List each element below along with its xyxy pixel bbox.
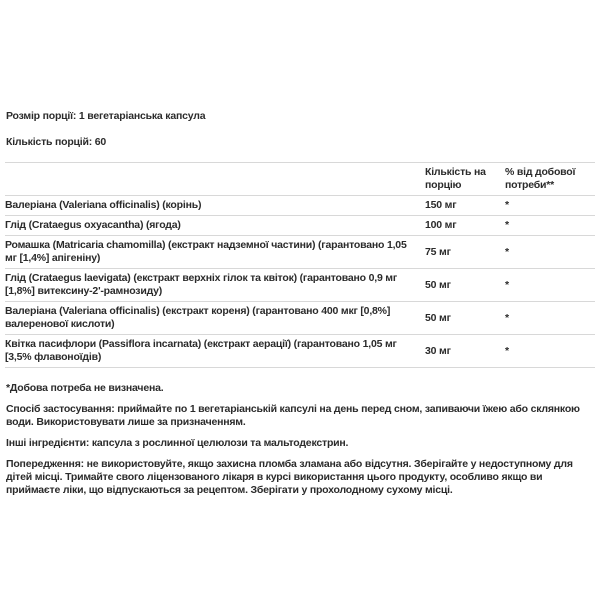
daily-value-footnote: *Добова потреба не визначена.	[6, 382, 164, 394]
ingredient-amount: 100 мг	[425, 219, 457, 231]
ingredient-daily-value: *	[505, 344, 509, 357]
ingredient-amount: 150 мг	[425, 199, 457, 211]
supplement-facts-table	[5, 162, 595, 368]
serving-size-line: Розмір порції: 1 вегетаріанська капсула	[6, 110, 206, 122]
ingredient-daily-value: *	[505, 278, 509, 291]
ingredient-daily-value: *	[505, 245, 509, 258]
header-amount-per-serving: Кількість на порцію	[425, 166, 486, 191]
table-row	[5, 302, 595, 335]
table-row	[5, 196, 595, 216]
ingredient-name: Ромашка (Matricaria chamomilla) (екстракт надземної частини) (гарантовано 1,05 мг [1,4%] апігеніну)	[5, 239, 407, 264]
usage-instructions: Спосіб застосування: приймайте по 1 вегетаріанській капсулі на день перед сном, запиваючи їжею або склянкою води. Використовувати лише за призначенням.	[6, 403, 580, 428]
ingredient-amount: 50 мг	[425, 311, 451, 324]
table-row	[5, 236, 595, 269]
header-percent-daily-value: % від добової потреби**	[505, 166, 576, 191]
ingredient-daily-value: *	[505, 219, 509, 231]
ingredient-daily-value: *	[505, 199, 509, 211]
ingredient-name: Глід (Crataegus oxyacantha) (ягода)	[5, 219, 181, 231]
table-row	[5, 335, 595, 368]
warning-text: Попередження: не використовуйте, якщо захисна пломба зламана або відсутня. Зберігайте у недоступному для дітей місці. Тримайте свого ліцензованого лікаря в курсі використання цього продукту, особливо якщо ви приймаєте ліки, що відпускаються за рецептом. Зберігати у прохолодному сухому місці.	[6, 458, 573, 496]
table-row	[5, 269, 595, 302]
ingredient-name: Валеріана (Valeriana officinalis) (корінь)	[5, 199, 202, 211]
header-ingredient	[5, 163, 425, 196]
servings-per-container-line: Кількість порцій: 60	[6, 136, 107, 148]
notes-section	[5, 382, 595, 497]
table-header	[5, 163, 595, 196]
ingredient-daily-value: *	[505, 311, 509, 324]
ingredient-amount: 30 мг	[425, 344, 451, 357]
ingredient-amount: 50 мг	[425, 278, 451, 291]
serving-info	[5, 110, 595, 149]
table-header-row	[5, 163, 595, 196]
ingredient-name: Валеріана (Valeriana officinalis) (екстракт кореня) (гарантовано 400 мкг [0,8%] валеренової кислоти)	[5, 305, 391, 330]
ingredient-name: Глід (Crataegus laevigata) (екстракт верхніх гілок та квіток) (гарантовано 0,9 мг [1,8%] витексину-2'-рамнозиду)	[5, 272, 398, 297]
table-body	[5, 196, 595, 368]
table-row	[5, 216, 595, 236]
other-ingredients: Інші інгредієнти: капсула з рослинної целюлози та мальтодекстрин.	[6, 437, 349, 449]
ingredient-name: Квітка пасифлори (Passiflora incarnata) (екстракт аерації) (гарантовано 1,05 мг [3,5% флавоноїдів)	[5, 338, 397, 363]
ingredient-amount: 75 мг	[425, 245, 451, 258]
